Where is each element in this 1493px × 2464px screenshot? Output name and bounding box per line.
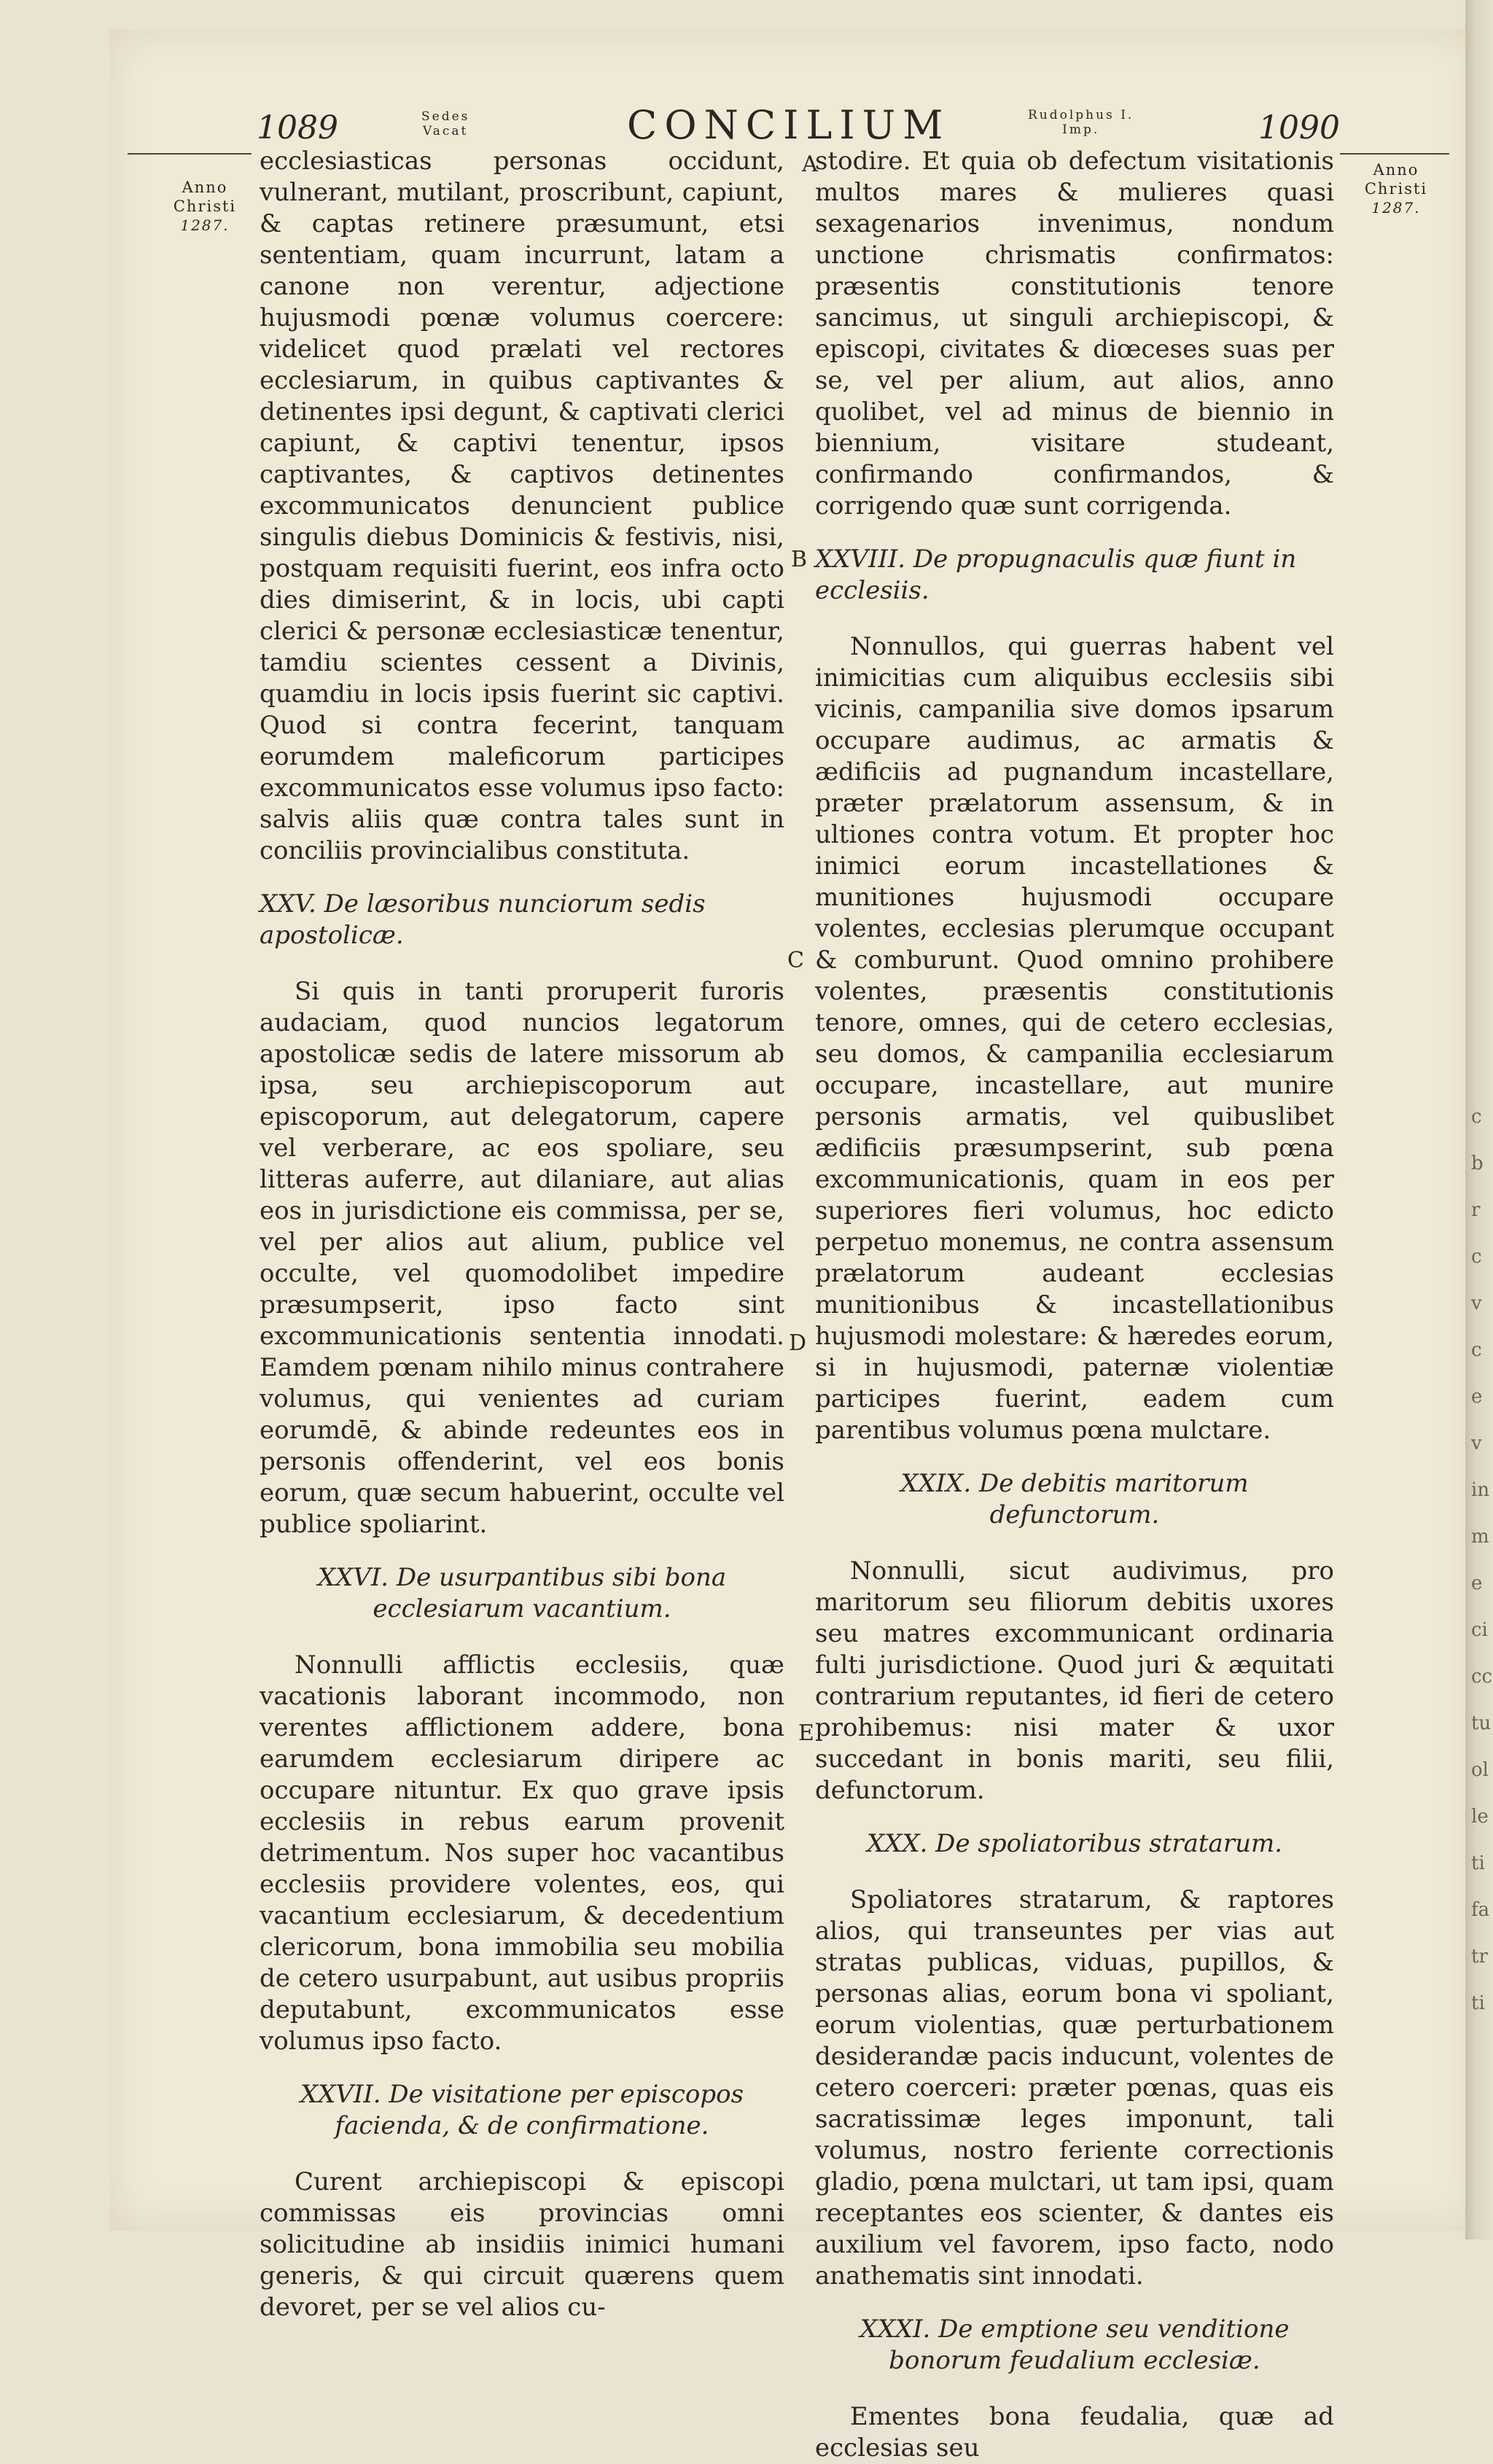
section-heading-26: XXVI. De usurpantibus sibi bona ecclesiarum vacantium. <box>317 1563 727 1623</box>
right-column <box>815 146 1334 2464</box>
paragraph-continuation: ecclesiasticas personas occidunt, vulnerant, mutilant, proscribunt, capiunt, & captas retinere præsumunt, etsi sententiam, quam incurrunt, latam a canone non verentur, adjectione hujusmodi pœnæ volumus coercere: videlicet quod prælati vel rectores ecclesiarum, in quibus captivantes & detinentes ipsi degunt, & captivati clerici capiunt, & captivi tenentur, ipsos captivantes, & captivos detinentes excommunicatos denuncient publice singulis diebus Dominicis & festivis, nisi, postquam requisiti fuerint, eos infra octo dies dimiserint, & in locis, ubi capti clerici & personæ ecclesiasticæ tenentur, tamdiu scientes cessent a Divinis, quamdiu in locis ipsis fuerint sic captivi. Quod si contra fecerint, tanquam eorumdem maleficorum participes excommunicatos esse volumus ipso facto: salvis aliis quæ contra tales sunt in conciliis provincialibus constituta. <box>260 147 784 865</box>
column-marker-c: C <box>787 948 804 973</box>
paragraph-28: Nonnullos, qui guerras habent vel inimicitias cum aliquibus ecclesiis sibi vicinis, campanilia sive domos ipsarum occupare audimus, ac armatis & ædificiis ad pugnandum incastellare, præter prælatorum assensum, & in ultiones contra votum. Et propter hoc inimici eorum incastellationes & munitiones hujusmodi occupare volentes, ecclesias plerumque occupant & comburunt. Quod omnino prohibere volentes, præsentis constitutionis tenore, omnes, qui de cetero ecclesias, seu domos, & campanilia ecclesiarum occupare, incastellare, aut munire personis armatis, vel quibuslibet ædificiis præsumpserint, sub pœna excommunicationis, quam in eos per superiores fieri volumus, hoc edicto perpetuo monemus, ne contra assensum prælatorum audeant ecclesias munitionibus & incastellationibus hujusmodi molestare: & hæredes eorum, si in hujusmodi, paternæ violentiæ participes fuerint, eadem cum parentibus volumus pœna mulctare. <box>815 632 1334 1445</box>
column-marker-d: D <box>789 1330 807 1356</box>
page-title: CONCILIUM <box>627 102 951 148</box>
paragraph-30: Spoliatores stratarum, & raptores alios, qui transeuntes per vias aut stratas publicas, viduas, pupillos, & personas alias, eorum bona vi spoliant, eorum violentias, quæ perturbationem desiderandæ pacis inducunt, volentes de cetero coerceri: præter pœnas, quas eis sacratissimæ leges imponunt, tali volumus, nostro feriente correctionis gladio, pœna mulctari, ut tam ipsi, quam receptantes eos scienter, & dantes eis auxilium vel favorem, ipso facto, nodo anathematis sint innodati. <box>815 1885 1334 2290</box>
header-emperor: Rudolphus I. Imp. <box>1028 108 1134 137</box>
section-heading-30: XXX. De spoliatoribus stratarum. <box>866 1829 1283 1858</box>
section-heading-31: XXXI. De emptione seu venditione bonorum feudalium ecclesiæ. <box>859 2315 1290 2375</box>
header-sedes-vacat: Sedes Vacat <box>421 109 470 139</box>
adjacent-page-fragments: c b r c v c e v in m e ci cc tu ol le ti fa tr ti <box>1471 1106 1493 2014</box>
left-column <box>260 146 784 2323</box>
column-marker-a: A <box>802 152 818 177</box>
marginal-note-right: Anno Christi 1287. <box>1364 161 1428 217</box>
header-rule-left <box>128 153 252 155</box>
paragraph-25: Si quis in tanti proruperit furoris audaciam, quod nuncios legatorum apostolicæ sedis de latere missorum ab ipsa, seu archiepiscoporum aut episcoporum, aut delegatorum, capere vel verberare, ac eos spoliare, seu litteras auferre, aut dilaniare, aut alias eos in jurisdictione eis commissa, per se, vel per alios aut alium, publice vel occulte, vel quomodolibet impedire præsumpserit, ipso facto sint excommunicationis sententia innodati. Eamdem pœnam nihilo minus contrahere volumus, qui venientes ad curiam eorumdē, & abinde redeuntes eos in personis offenderint, vel eos bonis eorum, quæ secum habuerint, occulte vel publice spoliarint. <box>260 977 784 1539</box>
paragraph-continuation-right: stodire. Et quia ob defectum visitationis multos mares & mulieres quasi sexagenarios invenimus, nondum unctione chrismatis confirmatos: præsentis constitutionis tenore sancimus, ut singuli archiepiscopi, & episcopi, civitates & diœceses suas per se, vel per alium, aut alios, anno quolibet, vel ad minus de biennio in biennium, visitare studeant, confirmando confirmandos, & corrigendo quæ sunt corrigenda. <box>815 147 1334 521</box>
paragraph-27: Curent archiepiscopi & episcopi commissas eis provincias omni solicitudine ab insidiis inimici humani generis, & qui circuit quærens quem devoret, per se vel alios cu- <box>260 2167 784 2322</box>
paragraph-29: Nonnulli, sicut audivimus, pro maritorum seu filiorum debitis uxores seu matres excommunicant ordinaria fulti jurisdictione. Quod juri & æquitati contrarium reputantes, id fieri de cetero prohibemus: nisi mater & uxor succedant in bonis mariti, seu filii, defunctorum. <box>815 1556 1334 1805</box>
column-marker-b: B <box>791 547 808 572</box>
page-number-right: 1090 <box>1258 109 1340 147</box>
header-rule-right <box>1340 153 1449 155</box>
paragraph-26: Nonnulli afflictis ecclesiis, quæ vacationis laborant incommodo, non verentes afflictionem addere, bona earumdem ecclesiarum diripere ac occupare nituntur. Ex quo grave ipsis ecclesiis in rebus earum provenit detrimentum. Nos super hoc vacantibus ecclesiis providere volentes, eos, qui vacantium ecclesiarum, & decedentium clericorum, bona immobilia seu mobilia de cetero usurpabunt, aut usibus propriis deputabunt, excommunicatos esse volumus ipso facto. <box>260 1650 784 2056</box>
marginal-note-left: Anno Christi 1287. <box>173 179 237 234</box>
paragraph-31: Ementes bona feudalia, quæ ad ecclesias seu <box>815 2402 1334 2463</box>
section-heading-29: XXIX. De debitis maritorum defunctorum. <box>900 1469 1249 1529</box>
section-heading-25: XXV. De læsoribus nunciorum sedis apostolicæ. <box>260 889 706 950</box>
section-heading-27: XXVII. De visitatione per episcopos facienda, & de confirmatione. <box>300 2080 744 2140</box>
section-heading-28: XXVIII. De propugnaculis quæ fiunt in ecclesiis. <box>815 545 1297 605</box>
page-number-left: 1089 <box>257 109 338 147</box>
column-marker-e: E <box>798 1720 814 1746</box>
